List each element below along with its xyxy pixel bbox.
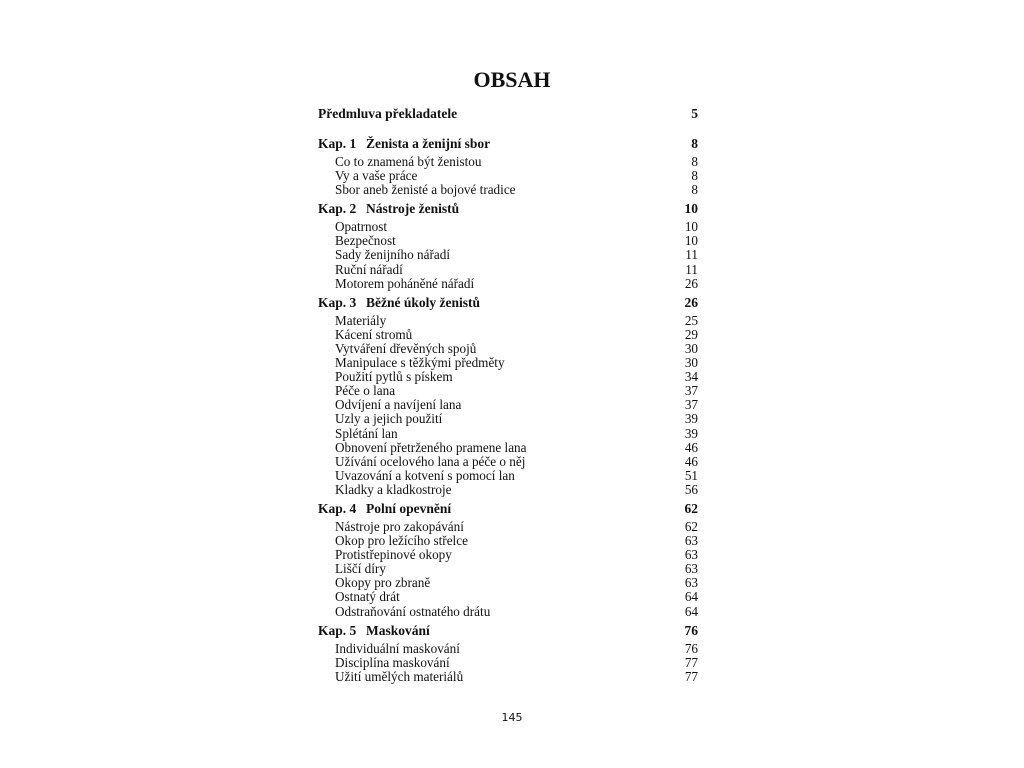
toc-entry-row	[318, 455, 698, 469]
toc-chapter-page: 62	[684, 500, 698, 516]
toc-entry-page: 25	[684, 312, 698, 328]
toc-entry-row	[318, 642, 698, 656]
toc-entry-label: Okopy pro zbraně	[335, 575, 431, 591]
toc-entry-page: 8	[691, 182, 698, 198]
toc-entry-page: 63	[684, 561, 698, 577]
toc-entry-row	[318, 356, 698, 370]
toc-entry-page: 39	[684, 411, 698, 427]
toc-entry-row	[318, 412, 698, 426]
toc-entry-label: Splétání lan	[335, 425, 398, 441]
toc-chapter-title: Ženista a ženijní sbor	[366, 136, 491, 151]
toc-entry-row	[318, 342, 698, 356]
toc-entry-label: Opatrnost	[335, 219, 388, 235]
toc-entry-label: Kladky a kladkostroje	[335, 481, 452, 497]
toc-entry-page: 11	[685, 261, 698, 277]
toc-entry-page: 63	[684, 547, 698, 563]
toc-entry-row	[318, 220, 698, 234]
toc-entry-row	[318, 670, 698, 684]
toc-chapter-heading	[318, 295, 480, 311]
toc-entry-label: Manipulace s těžkými předměty	[335, 355, 505, 371]
toc-entry-label: Obnovení přetrženého pramene lana	[335, 439, 527, 455]
toc-entry-row	[318, 370, 698, 384]
toc-entry-row	[318, 520, 698, 534]
toc-entry-label: Uvazování a kotvení s pomocí lan	[335, 467, 515, 483]
toc-entry-label: Individuální maskování	[335, 640, 460, 656]
toc-chapter-number: Kap. 2	[318, 201, 357, 217]
toc-entry-label: Protistřepinové okopy	[335, 547, 452, 563]
toc-entry-page: 11	[685, 247, 698, 263]
toc-entry-label: Bezpečnost	[335, 233, 396, 249]
toc-entry-row	[318, 441, 698, 455]
toc-entry-page: 76	[684, 640, 698, 656]
toc-entry-page: 77	[684, 654, 698, 670]
table-of-contents	[318, 106, 698, 684]
toc-entry-row	[318, 183, 698, 197]
toc-entry-row	[318, 656, 698, 670]
toc-chapter-row	[318, 501, 698, 517]
toc-chapter-number: Kap. 3	[318, 294, 357, 310]
toc-entry-label: Motorem poháněné nářadí	[335, 275, 475, 291]
toc-entry-label: Užití umělých materiálů	[335, 668, 464, 684]
toc-entry-page: 63	[684, 575, 698, 591]
toc-chapter-row	[318, 623, 698, 639]
toc-chapter-heading	[318, 136, 490, 152]
toc-chapter-row	[318, 136, 698, 152]
toc-entry-label: Ostnatý drát	[335, 589, 400, 605]
toc-entry-row	[318, 576, 698, 590]
toc-entry-label: Odvíjení a navíjení lana	[335, 397, 462, 413]
toc-entry-page: 51	[684, 467, 698, 483]
toc-entry-page: 64	[684, 589, 698, 605]
toc-entry-page: 46	[684, 453, 698, 469]
toc-entry-row	[318, 427, 698, 441]
page-number: 145	[501, 711, 523, 724]
toc-entry-row	[318, 234, 698, 248]
toc-entry-label: Disciplína maskování	[335, 654, 450, 670]
toc-entry-page: 34	[684, 369, 698, 385]
toc-chapter-heading	[318, 623, 430, 639]
toc-chapter-title: Maskování	[366, 622, 430, 638]
toc-entry-page: 37	[684, 397, 698, 413]
toc-chapter-page: 10	[684, 201, 698, 217]
toc-entry-row	[318, 169, 698, 183]
toc-entry-row	[318, 562, 698, 576]
toc-entry-label: Nástroje pro zakopávání	[335, 518, 464, 534]
toc-entry-row	[318, 548, 698, 562]
toc-chapter-page: 8	[691, 136, 698, 151]
toc-entry-page: 8	[691, 168, 698, 184]
toc-entry-page: 26	[684, 275, 698, 291]
toc-entry-row	[318, 263, 698, 277]
toc-entry-page: 10	[684, 233, 698, 249]
toc-entry-page: 10	[684, 219, 698, 235]
toc-entry-row	[318, 277, 698, 291]
toc-entry-label: Sbor aneb ženisté a bojové tradice	[335, 182, 516, 198]
toc-entry-label: Užívání ocelového lana a péče o něj	[335, 453, 526, 469]
toc-entry-page: 30	[684, 355, 698, 371]
toc-chapter-title: Nástroje ženistů	[366, 201, 460, 217]
toc-chapter-number: Kap. 1	[318, 136, 357, 151]
toc-chapter-page: 26	[684, 294, 698, 310]
toc-entry-page: 77	[684, 668, 698, 684]
toc-entry-label: Co to znamená být ženistou	[335, 154, 482, 169]
toc-entry-label: Okop pro ležícího střelce	[335, 533, 468, 549]
toc-entry-row	[318, 384, 698, 398]
toc-chapter-row	[318, 201, 698, 217]
toc-entry-label: Materiály	[335, 312, 387, 328]
toc-entry-label: Kácení stromů	[335, 326, 413, 342]
toc-entry-page: 64	[684, 603, 698, 619]
toc-entry-label: Odstraňování ostnatého drátu	[335, 603, 491, 619]
toc-entry-page: 39	[684, 425, 698, 441]
toc-entry-page: 30	[684, 340, 698, 356]
toc-entry-page: 46	[684, 439, 698, 455]
toc-entry-row	[318, 398, 698, 412]
toc-entry-page: 37	[684, 383, 698, 399]
toc-chapter-title: Běžné úkoly ženistů	[366, 294, 481, 310]
toc-entry-row	[318, 248, 698, 262]
toc-chapter-page: 76	[684, 622, 698, 638]
toc-chapter-row	[318, 295, 698, 311]
toc-preface-page: 5	[691, 106, 698, 121]
toc-chapter-number: Kap. 4	[318, 500, 357, 516]
toc-chapter-title: Polní opevnění	[366, 500, 452, 516]
toc-entry-page: 29	[684, 326, 698, 342]
toc-preface-label: Předmluva překladatele	[318, 106, 458, 121]
toc-entry-row	[318, 155, 698, 169]
toc-entry-row	[318, 534, 698, 548]
toc-entry-label: Péče o lana	[335, 383, 396, 399]
toc-entry-page: 62	[684, 518, 698, 534]
toc-entry-row	[318, 469, 698, 483]
toc-entry-row	[318, 590, 698, 604]
toc-entry-page: 8	[691, 154, 698, 169]
toc-entry-row	[318, 314, 698, 328]
toc-entry-row	[318, 483, 698, 497]
toc-entry-page: 56	[684, 481, 698, 497]
toc-entry-label: Liščí díry	[335, 561, 386, 577]
toc-entry-row	[318, 605, 698, 619]
toc-entry-label: Vy a vaše práce	[335, 168, 418, 184]
toc-entry-label: Ruční nářadí	[335, 261, 403, 277]
toc-entry-page: 63	[684, 533, 698, 549]
toc-preface-row	[318, 106, 698, 122]
toc-chapter-heading	[318, 501, 451, 517]
toc-entry-label: Použití pytlů s pískem	[335, 369, 453, 385]
toc-entry-row	[318, 328, 698, 342]
page-title: OBSAH	[473, 67, 551, 92]
toc-entry-label: Sady ženijního nářadí	[335, 247, 450, 263]
toc-chapter-heading	[318, 201, 459, 217]
toc-entry-label: Vytváření dřevěných spojů	[335, 340, 477, 356]
toc-entry-label: Uzly a jejich použití	[335, 411, 443, 427]
toc-chapter-number: Kap. 5	[318, 622, 357, 638]
